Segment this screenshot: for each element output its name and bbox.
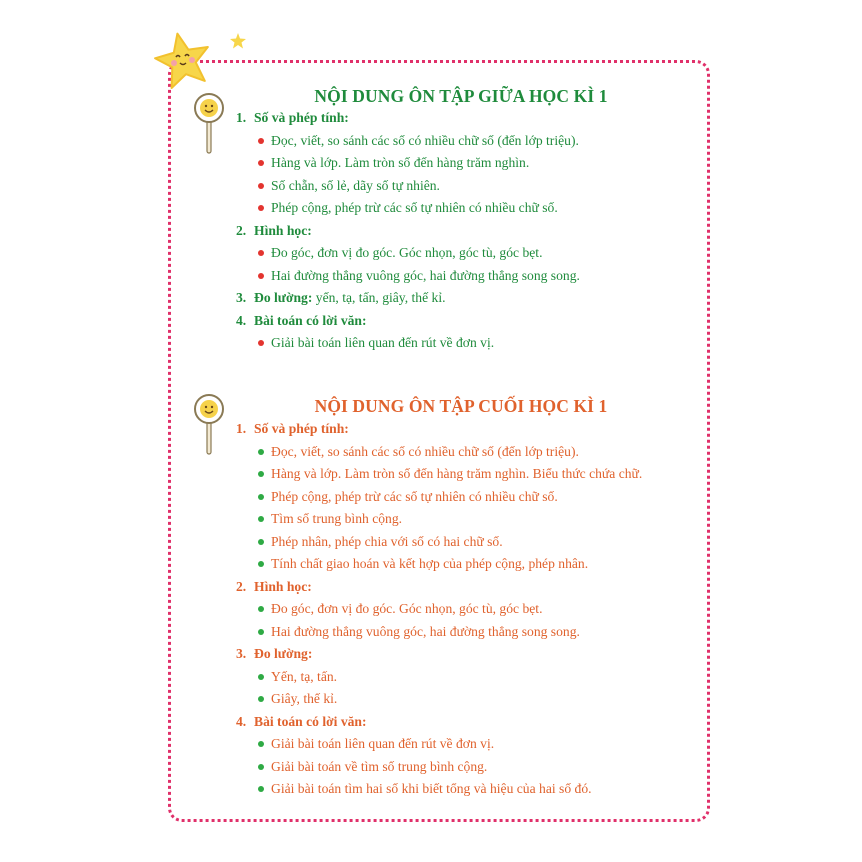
- topic-heading-text: Bài toán có lời văn:: [254, 312, 367, 328]
- list-item-text: Yến, tạ, tấn.: [271, 668, 338, 684]
- bullet-icon: [258, 138, 264, 144]
- list-item: [236, 666, 642, 689]
- small-star-icon: [229, 32, 247, 50]
- topic-heading: [236, 711, 642, 734]
- bullet-icon: [258, 786, 264, 792]
- topic-inline-text: yến, tạ, tấn, giây, thế kỉ.: [315, 290, 446, 305]
- topic-heading-text: Hình học:: [254, 578, 312, 594]
- section-title: NỘI DUNG ÔN TẬP GIỮA HỌC KÌ 1: [314, 86, 608, 106]
- bullet-icon: [258, 674, 264, 680]
- topic-heading-text: Hình học:: [254, 222, 312, 238]
- list-item: [236, 598, 642, 621]
- list-item-text: Hàng và lớp. Làm tròn số đến hàng trăm nghìn. Biểu thức chứa chữ.: [271, 466, 643, 481]
- list-item: [236, 733, 642, 756]
- bullet-icon: [258, 516, 264, 522]
- topic-heading: [236, 107, 580, 130]
- topic-number: 3.: [236, 290, 247, 305]
- list-item: [236, 265, 580, 288]
- topic-heading: [236, 220, 580, 243]
- list-item-text: Hàng và lớp. Làm tròn số đến hàng trăm nghìn.: [271, 155, 530, 170]
- list-item-text: Phép cộng, phép trừ các số tự nhiên có nhiều chữ số.: [271, 488, 558, 504]
- section-title: NỘI DUNG ÔN TẬP CUỐI HỌC KÌ 1: [314, 396, 608, 416]
- bullet-icon: [258, 205, 264, 211]
- list-item-text: Tính chất giao hoán và kết hợp của phép cộng, phép nhân.: [271, 556, 589, 571]
- topic-heading: [236, 418, 642, 441]
- list-item-text: Đọc, viết, so sánh các số có nhiều chữ số (đến lớp triệu).: [271, 132, 579, 148]
- list-item: [236, 553, 642, 576]
- topic-heading-text: Đo lường:: [254, 290, 313, 305]
- topic-number: 4.: [236, 312, 247, 328]
- topic-number: 2.: [236, 578, 247, 594]
- topic-list: [236, 418, 642, 801]
- bullet-icon: [258, 183, 264, 189]
- list-item: [236, 242, 580, 265]
- list-item: [236, 508, 642, 531]
- list-item: [236, 197, 580, 220]
- list-item: [236, 441, 642, 464]
- topic-number: 4.: [236, 713, 247, 729]
- list-item-text: Tìm số trung bình cộng.: [271, 511, 403, 526]
- list-item-text: Phép nhân, phép chia với số có hai chữ số.: [271, 533, 503, 549]
- topic-heading: [236, 576, 642, 599]
- topic-heading-text: Số và phép tính:: [254, 110, 349, 125]
- smiley-pin-icon: [192, 93, 226, 157]
- star-mascot-icon: [150, 30, 216, 92]
- bullet-icon: [258, 273, 264, 279]
- list-item: [236, 130, 580, 153]
- list-item: [236, 486, 642, 509]
- list-item-text: Hai đường thẳng vuông góc, hai đường thẳng song song.: [271, 267, 580, 283]
- list-item: [236, 175, 580, 198]
- list-item: [236, 332, 580, 355]
- list-item-text: Đo góc, đơn vị đo góc. Góc nhọn, góc tù, góc bẹt.: [271, 601, 543, 616]
- list-item: [236, 756, 642, 779]
- topic-heading-text: Đo lường:: [254, 646, 313, 661]
- list-item-text: Số chẵn, số lẻ, dãy số tự nhiên.: [271, 177, 440, 193]
- list-item: [236, 778, 642, 801]
- list-item-text: Giải bài toán liên quan đến rút về đơn vị.: [271, 736, 495, 751]
- list-item-text: Giải bài toán tìm hai số khi biết tổng và hiệu của hai số đó.: [271, 781, 592, 796]
- bullet-icon: [258, 561, 264, 567]
- list-item-text: Giải bài toán liên quan đến rút về đơn vị.: [271, 335, 495, 350]
- smiley-pin-icon: [192, 394, 226, 458]
- list-item-text: Hai đường thẳng vuông góc, hai đường thẳng song song.: [271, 623, 580, 639]
- list-item: [236, 152, 580, 175]
- list-item-text: Phép cộng, phép trừ các số tự nhiên có nhiều chữ số.: [271, 200, 558, 215]
- list-item-text: Đo góc, đơn vị đo góc. Góc nhọn, góc tù, góc bẹt.: [271, 245, 543, 260]
- list-item: [236, 463, 642, 486]
- list-item-text: Đọc, viết, so sánh các số có nhiều chữ số (đến lớp triệu).: [271, 443, 579, 459]
- bullet-icon: [258, 250, 264, 256]
- bullet-icon: [258, 764, 264, 770]
- bullet-icon: [258, 741, 264, 747]
- topic-number: 3.: [236, 646, 247, 661]
- list-item-text: Giây, thế kỉ.: [271, 691, 338, 706]
- bullet-icon: [258, 449, 264, 455]
- bullet-icon: [258, 160, 264, 166]
- topic-number: 1.: [236, 421, 247, 436]
- topic-heading-text: Bài toán có lời văn:: [254, 713, 367, 729]
- bullet-icon: [258, 629, 264, 635]
- bullet-icon: [258, 539, 264, 545]
- bullet-icon: [258, 471, 264, 477]
- list-item: [236, 621, 642, 644]
- topic-heading-text: Số và phép tính:: [254, 421, 349, 436]
- bullet-icon: [258, 606, 264, 612]
- topic-heading: [236, 287, 580, 310]
- list-item: [236, 531, 642, 554]
- list-item-text: Giải bài toán về tìm số trung bình cộng.: [271, 758, 488, 774]
- topic-heading: [236, 310, 580, 333]
- topic-heading: [236, 643, 642, 666]
- topic-number: 1.: [236, 110, 247, 125]
- bullet-icon: [258, 494, 264, 500]
- bullet-icon: [258, 696, 264, 702]
- bullet-icon: [258, 340, 264, 346]
- topic-list: [236, 107, 580, 355]
- topic-number: 2.: [236, 222, 247, 238]
- list-item: [236, 688, 642, 711]
